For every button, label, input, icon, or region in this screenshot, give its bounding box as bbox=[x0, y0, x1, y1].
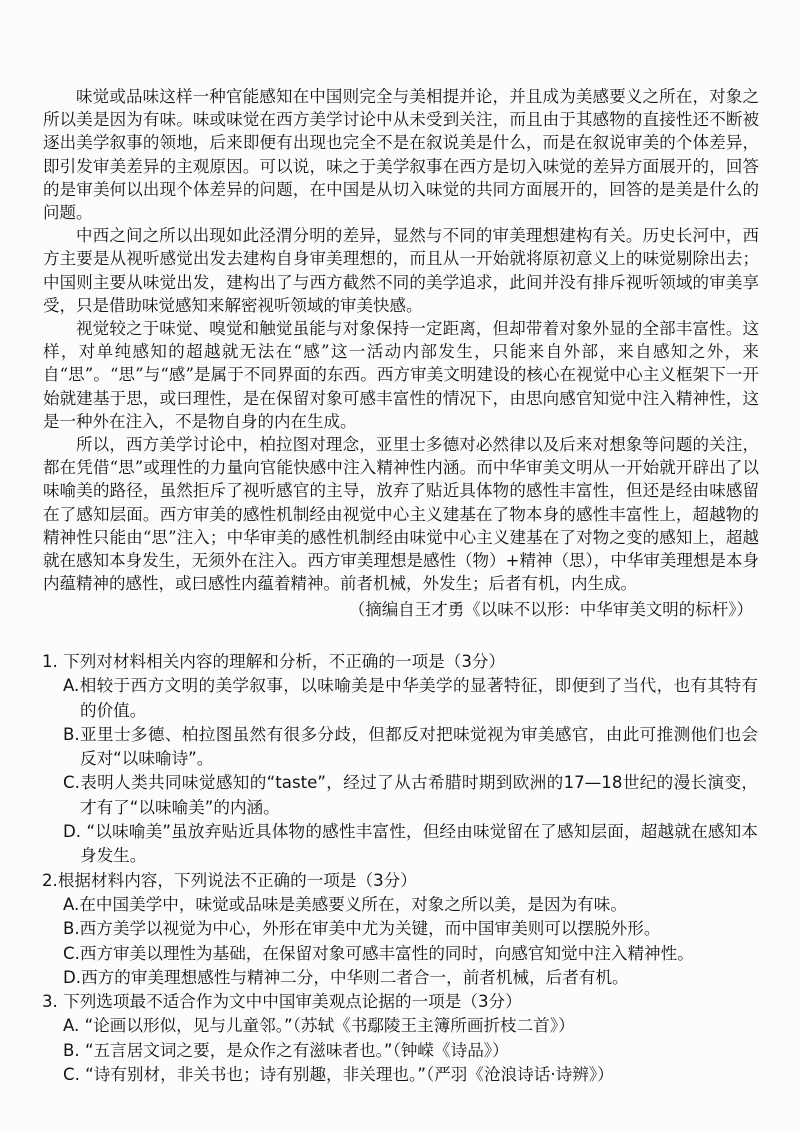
option-text: “五言居文词之要，是众作之有滋味者也。”（钟嵘《诗品》） bbox=[79, 1040, 509, 1060]
option-label: C. bbox=[63, 943, 80, 963]
option-label: D. bbox=[63, 967, 82, 987]
passage-paragraph-1: 味觉或品味这样一种官能感知在中国则完全与美相提并论，并且成为美感要义之所在，对象之所以美是因为有味。味或味觉在西方美学讨论中从未受到关注，而且由于其感物的直接性还不断被逐出美学叙事的领地，后来即便有出现也完全不是在叙说美是什么，而是在叙说审美的个体差异，即引发审美差异的主观原因。可以说，味之于美学叙事在西方是切入味觉的差异方面展开的，回答的是审美何以出现个体差异的问题，在中国是从切入味觉的共同方面展开的，回答的是美是什么的问题。 bbox=[43, 87, 759, 223]
option-text: 西方的审美理想感性与精神二分，中华则二者合一，前者机械，后者有机。 bbox=[81, 967, 629, 987]
question-text: 下列对材料相关内容的理解和分析，不正确的一项是（3分） bbox=[57, 652, 506, 671]
question-stem bbox=[42, 990, 758, 1014]
option-d bbox=[42, 820, 758, 869]
question-stem bbox=[42, 650, 758, 674]
option-a bbox=[42, 674, 758, 723]
option-b bbox=[42, 917, 758, 941]
question-2 bbox=[42, 869, 758, 990]
option-label: B. bbox=[63, 1040, 80, 1060]
option-a bbox=[42, 1014, 758, 1038]
option-c bbox=[42, 771, 758, 820]
passage-source: （摘编自王才勇《以味不以形：中华审美文明的标杆》） bbox=[348, 600, 753, 620]
option-b bbox=[42, 1039, 758, 1063]
option-text: 西方美学以视觉为中心，外形在审美中尤为关键，而中国审美则可以摆脱外形。 bbox=[79, 919, 661, 939]
question-3 bbox=[42, 990, 758, 1087]
question-number: 1. bbox=[42, 652, 58, 671]
option-text: 相较于西方文明的美学叙事，以味喻美是中华美学的显著特征，即便到了当代，也有其特有的价值。 bbox=[79, 676, 758, 720]
option-b bbox=[42, 723, 758, 772]
option-label: A. bbox=[63, 1016, 80, 1036]
question-number: 2. bbox=[42, 870, 58, 890]
option-label: B. bbox=[63, 724, 80, 744]
question-stem bbox=[42, 869, 758, 893]
option-label: D. bbox=[63, 822, 82, 842]
option-a bbox=[42, 893, 758, 917]
option-text: “诗有别材，非关书也；诗有别趣，非关理也。”（严羽《沧浪诗话·诗辨》） bbox=[79, 1065, 614, 1085]
option-d bbox=[42, 966, 758, 990]
option-text: “论画以形似，见与儿童邻。”（苏轼《书鄢陵王主簿所画折枝二首》） bbox=[79, 1016, 575, 1036]
option-text: 西方审美以理性为基础，在保留对象可感丰富性的同时，向感官知觉中注入精神性。 bbox=[79, 943, 694, 963]
question-1 bbox=[42, 650, 758, 869]
option-label: C. bbox=[63, 773, 80, 793]
reading-passage bbox=[43, 85, 759, 622]
option-text: 表明人类共同味觉感知的“taste”，经过了从古希腊时期到欧洲的17—18世纪的漫长演变，才有了“以味喻美”的内涵。 bbox=[79, 773, 758, 817]
question-text: 下列选项最不适合作为文中中国审美观点论据的一项是（3分） bbox=[57, 992, 522, 1012]
passage-paragraph-2: 中西之间之所以出现如此泾渭分明的差异，显然与不同的审美理想建构有关。历史长河中，西方主要是从视听感觉出发去建构自身审美理想的，而且从一开始就将原初意义上的味觉剔除出去；中国则主要从味觉出发，建构出了与西方截然不同的美学追求，此间并没有排斥视听领域的审美享受，只是借助味觉感知来解密视听领域的审美快感。 bbox=[43, 226, 759, 315]
option-label: A. bbox=[63, 894, 80, 914]
passage-paragraph-3: 视觉较之于味觉、嗅觉和触觉虽能与对象保持一定距离，但却带着对象外显的全部丰富性。这样，对单纯感知的超越就无法在“感”这一活动内部发生，只能来自外部，来自感知之外，来自“思”。“思”与“感”是属于不同界面的东西。西方审美文明建设的核心在视觉中心主义框架下一开始就建基于思，或曰理性，是在保留对象可感丰富性的情况下，由思向感官知觉中注入精神性，这是一种外在注入，不是物自身的内在生成。 bbox=[43, 319, 759, 431]
question-number: 3. bbox=[42, 992, 58, 1012]
passage-paragraph-4: 所以，西方美学讨论中，柏拉图对理念，亚里士多德对必然律以及后来对想象等问题的关注，都在凭借“思”或理性的力量向官能快感中注入精神性内涵。而中华审美文明从一开始就开辟出了以味喻美的路径，虽然拒斥了视听感官的主导，放弃了贴近具体物的感性丰富性，但还是经由味感留在了感知层面。西方审美的感性机制经由视觉中心主义建基在了物本身的感性丰富性上，超越物的精神性只能由“思”注入；中华审美的感性机制经由味觉中心主义建基在了对物之变的感知上，超越就在感知本身发生，无须外在注入。西方审美理想是感性（物）+精神（思），中华审美理想是本身内蕴精神的感性，或曰感性内蕴着精神。前者机械，外发生；后者有机，内生成。 bbox=[43, 435, 759, 594]
option-label: C. bbox=[63, 1065, 80, 1085]
question-list bbox=[42, 650, 758, 1087]
option-c bbox=[42, 1063, 758, 1087]
option-text: 亚里士多德、柏拉图虽然有很多分歧，但都反对把味觉视为审美感官，由此可推测他们也会反对“以味喻诗”。 bbox=[79, 724, 758, 769]
option-c bbox=[42, 942, 758, 966]
option-text: 在中国美学中，味觉或品味是美感要义所在，对象之所以美，是因为有味。 bbox=[79, 894, 627, 914]
option-text: “以味喻美”虽放弃贴近具体物的感性丰富性，但经由味觉留在了感知层面，超越就在感知本身发生。 bbox=[80, 822, 758, 866]
option-label: A. bbox=[63, 676, 80, 696]
option-label: B. bbox=[63, 919, 80, 939]
question-text: 根据材料内容，下列说法不正确的一项是（3分） bbox=[57, 870, 417, 890]
